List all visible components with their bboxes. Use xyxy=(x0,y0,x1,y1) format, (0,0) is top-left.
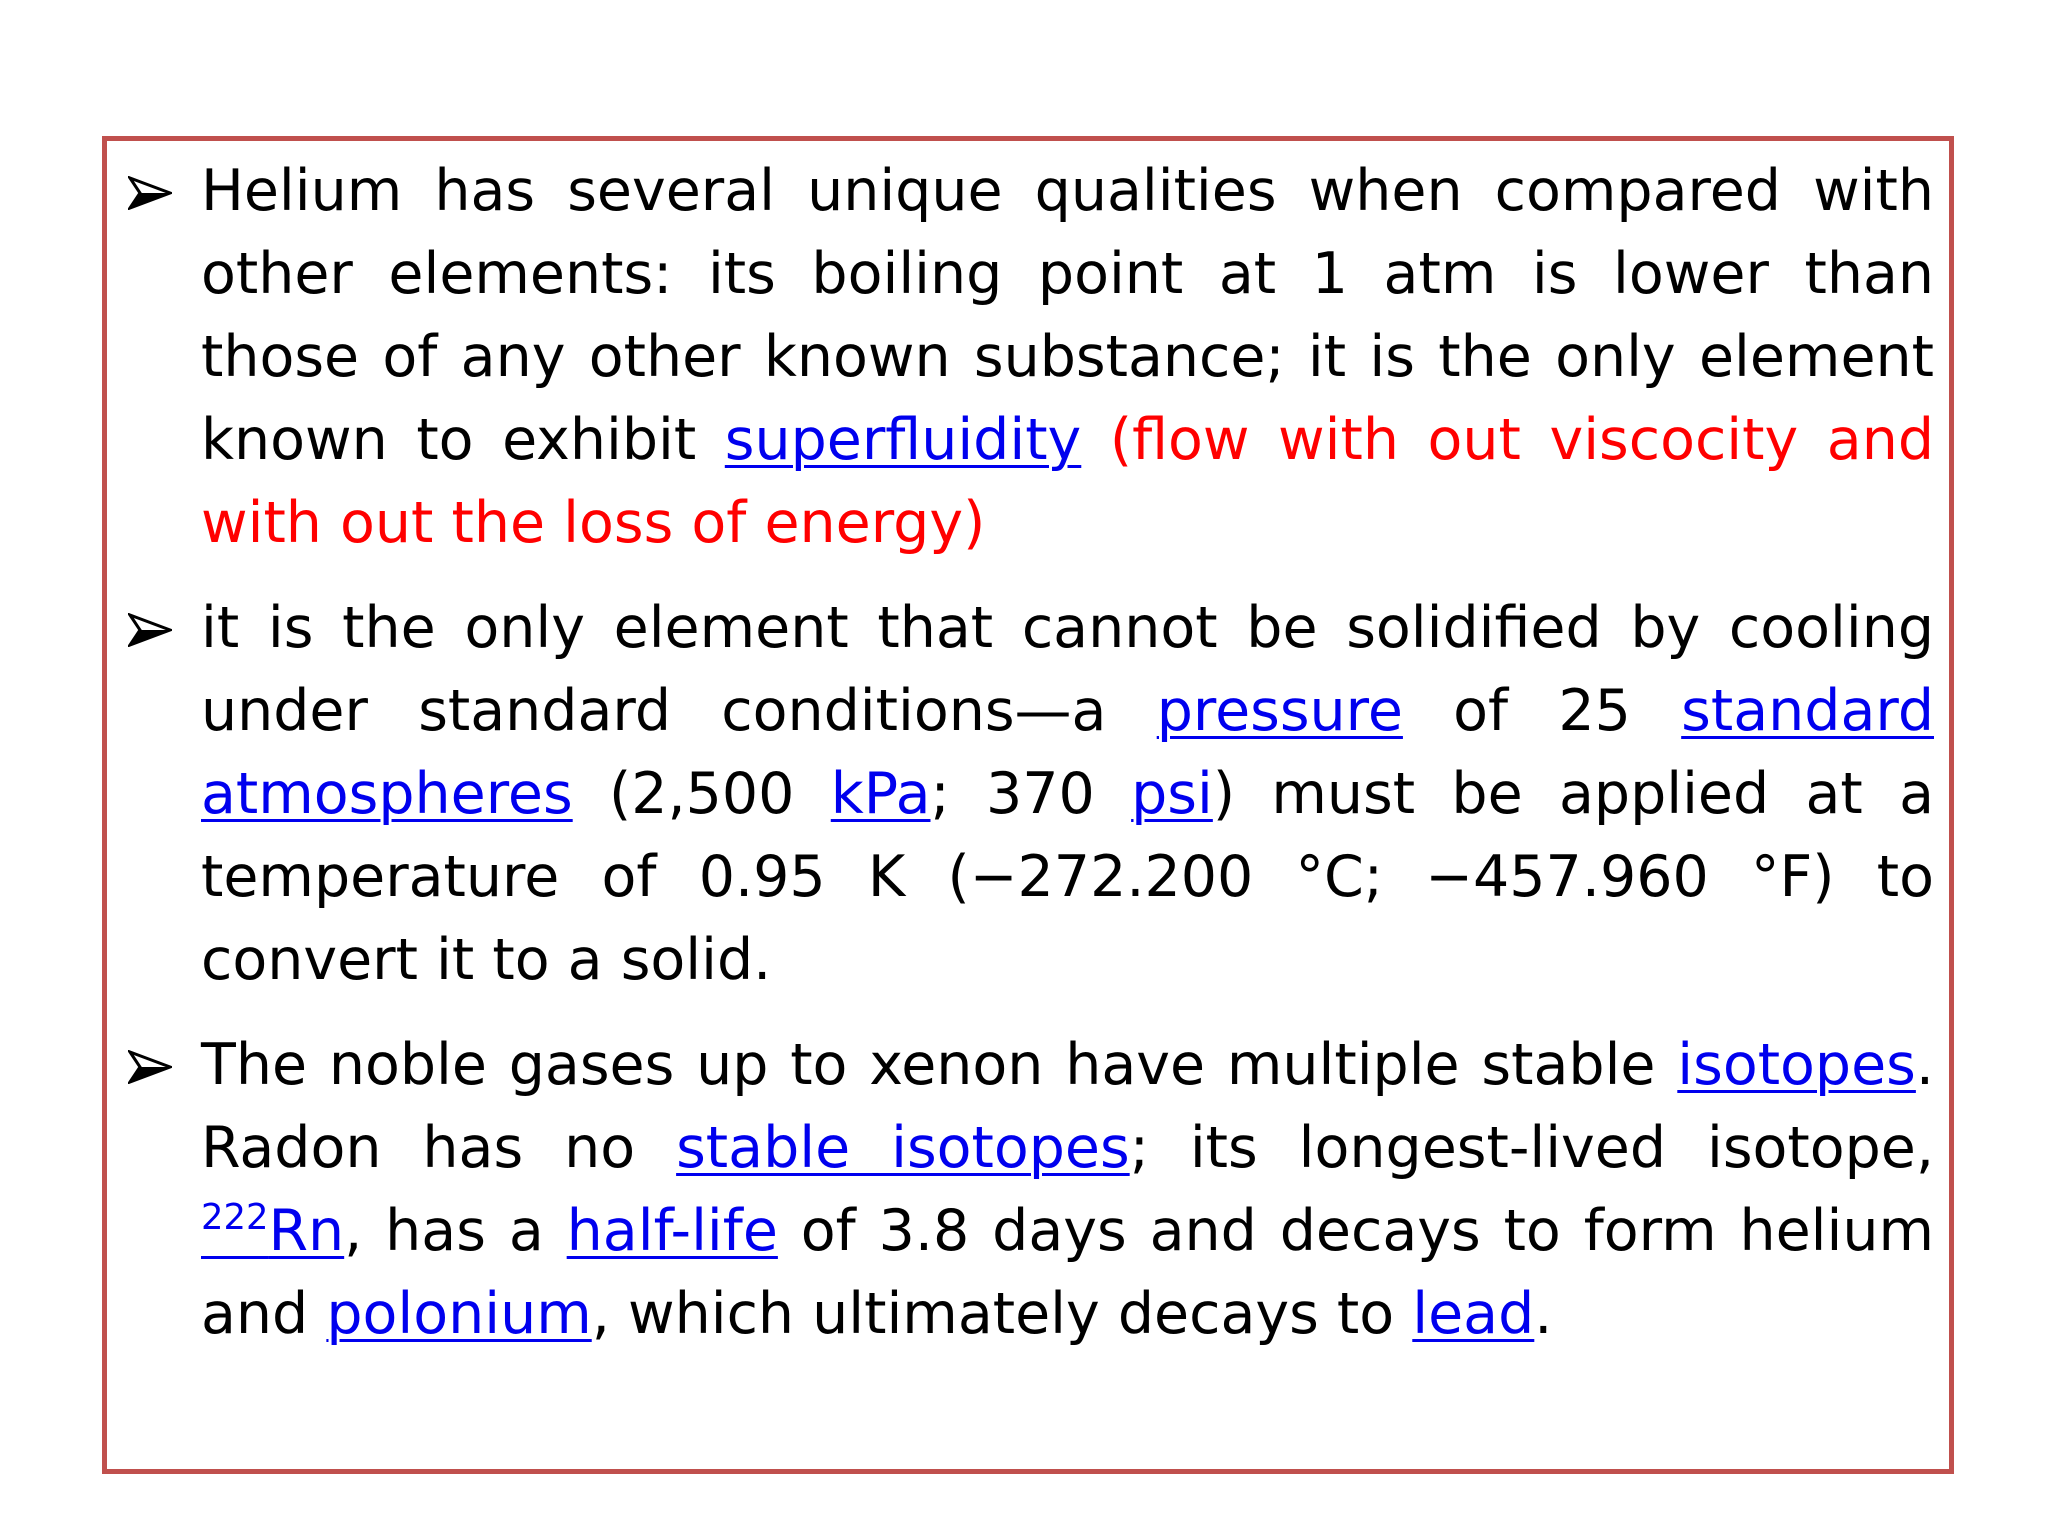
bullet-text: . xyxy=(1534,1281,1553,1347)
bullet-text: it is the only element that cannot be solidified by cooling under standard conditions—a xyxy=(201,595,1934,744)
bullet-text: . Radon has no xyxy=(201,1032,1934,1181)
arrow-bullet-icon xyxy=(128,613,172,647)
kpa-link[interactable]: kPa xyxy=(830,761,931,827)
bullet-item-solidification xyxy=(128,587,1934,1002)
superfluidity-link[interactable]: superfluidity xyxy=(724,407,1082,473)
bullet-item-noble-gas-isotopes xyxy=(128,1024,1934,1356)
psi-link[interactable]: psi xyxy=(1131,761,1213,827)
bullet-text: of 3.8 days and decays to form helium and xyxy=(201,1198,1935,1347)
stable-isotopes-link[interactable]: stable isotopes xyxy=(676,1115,1130,1181)
bullet-text: , has a xyxy=(344,1198,567,1264)
element-symbol: Rn xyxy=(268,1198,345,1264)
pressure-link[interactable]: pressure xyxy=(1156,678,1403,744)
superfluidity-note: (flow with out viscocity and with out the loss of energy) xyxy=(201,407,1934,556)
half-life-link[interactable]: half-life xyxy=(566,1198,778,1264)
bullet-text: ; its longest-lived isotope, xyxy=(1129,1115,1934,1181)
radon-222-link[interactable] xyxy=(201,1198,344,1264)
standard-atmospheres-link[interactable]: standard atmospheres xyxy=(201,678,1934,827)
bullet-list xyxy=(128,150,1934,1378)
bullet-text: ) must be applied at a temperature of 0.95 K (−272.200 °C; −457.960 °F) to convert it to a solid. xyxy=(201,761,1934,993)
arrow-bullet-icon xyxy=(128,176,172,210)
lead-link[interactable]: lead xyxy=(1412,1281,1535,1347)
arrow-bullet-icon xyxy=(128,1050,172,1084)
bullet-text: (2,500 xyxy=(572,761,831,827)
mass-number-superscript: 222 xyxy=(201,1196,269,1238)
bullet-text: of 25 xyxy=(1402,678,1682,744)
isotopes-link[interactable]: isotopes xyxy=(1677,1032,1916,1098)
bullet-text: , which ultimately decays to xyxy=(591,1281,1413,1347)
bullet-text: The noble gases up to xenon have multiple stable xyxy=(201,1032,1678,1098)
bullet-item-helium-qualities xyxy=(128,150,1934,565)
bullet-text: ; 370 xyxy=(930,761,1132,827)
bullet-text: Helium has several unique qualities when compared with other elements: its boiling point at 1 atm is lower than those of any other known substance; it is the only element known to exhibit xyxy=(201,158,1934,473)
polonium-link[interactable]: polonium xyxy=(326,1281,592,1347)
